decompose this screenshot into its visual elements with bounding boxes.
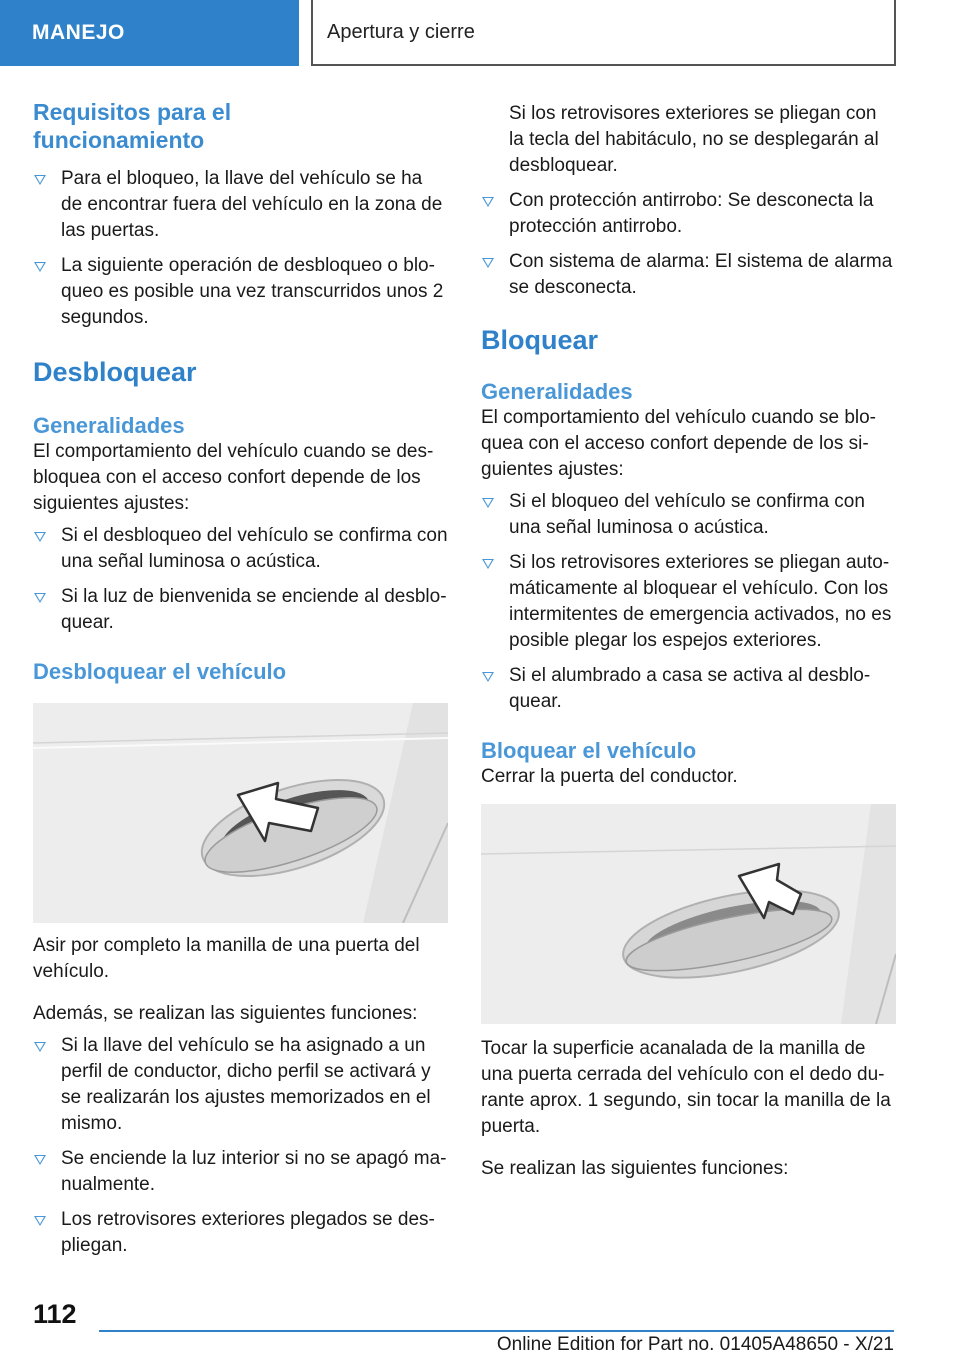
triangle-bullet-icon — [34, 1216, 46, 1226]
funciones-intro: Además, se realizan las siguientes funciones: — [33, 1003, 418, 1024]
door-handle-unlock-figure — [33, 703, 448, 923]
door-handle-lock-figure — [481, 804, 896, 1024]
list-item: Los retrovisores exteriores plegados se des‐pliegan. — [33, 1207, 448, 1259]
list-item: Si el desbloqueo del vehículo se confirma con una señal luminosa o acústica. — [33, 523, 448, 575]
heading-desbloquear-vehiculo: Desbloquear el vehículo — [33, 659, 287, 684]
heading-bloquear-vehiculo: Bloquear el vehículo — [481, 738, 697, 763]
footer-divider — [99, 1330, 894, 1332]
list-item: Con protección antirrobo: Se desconecta la protección antirrobo. — [481, 188, 896, 240]
list-item: Si la luz de bienvenida se enciende al desblo‐quear. — [33, 584, 448, 636]
cerrar-text: Cerrar la puerta del conductor. — [481, 766, 738, 787]
funciones-list — [33, 1033, 448, 1259]
list-item: La siguiente operación de desbloqueo o blo‐queo es posible una vez transcurridos unos 2 segundos. — [33, 253, 448, 331]
requisitos-list — [33, 166, 448, 331]
triangle-bullet-icon — [34, 175, 46, 185]
door-handle-lock-illustration — [481, 804, 896, 1024]
list-item: Si el alumbrado a casa se activa al desblo‐quear. — [481, 663, 896, 715]
heading-generalidades-bloquear: Generalidades — [481, 379, 633, 404]
triangle-bullet-icon — [34, 262, 46, 272]
triangle-bullet-icon — [482, 197, 494, 207]
continued-text: Si los retrovisores exteriores se pliegan con la tecla del habitáculo, no se desplegarán al desbloquear. — [509, 103, 879, 176]
chapter-tab — [311, 0, 896, 66]
triangle-bullet-icon — [34, 1042, 46, 1052]
lock-instruction: Tocar la superficie acanalada de la manilla de una puerta cerrada del vehículo con el dedo du‐rante aprox. 1 segundo, sin tocar la manilla de la puerta. — [481, 1038, 891, 1137]
door-handle-illustration — [33, 703, 448, 923]
heading-requisitos: Requisitos para el funcionamiento — [33, 99, 232, 153]
list-item: Si el bloqueo del vehículo se confirma con una señal luminosa o acústica. — [481, 489, 896, 541]
triangle-bullet-icon — [482, 672, 494, 682]
list-item: Para el bloqueo, la llave del vehículo se ha de encontrar fuera del vehículo en la zona de las puertas. — [33, 166, 448, 244]
status-list — [481, 188, 896, 301]
heading-generalidades: Generalidades — [33, 413, 185, 438]
section-title: MANEJO — [32, 21, 125, 44]
list-item: Se enciende la luz interior si no se apagó ma‐nualmente. — [33, 1146, 448, 1198]
section-tab — [0, 0, 299, 66]
triangle-bullet-icon — [34, 1155, 46, 1165]
left-column — [33, 98, 448, 1268]
footer-edition: Online Edition for Part no. 01405A48650 - X/21 — [496, 1334, 894, 1355]
heading-bloquear: Bloquear — [481, 325, 599, 355]
generalidades-text: El comportamiento del vehículo cuando se des‐bloquea con el acceso confort depende de los siguientes ajustes: — [33, 441, 434, 514]
right-column — [481, 101, 896, 1182]
list-item: Con sistema de alarma: El sistema de alarma se desconecta. — [481, 249, 896, 301]
list-item: Si la llave del vehículo se ha asignado a un perfil de conductor, dicho perfil se activará y se realizarán los ajustes memorizados en el mismo. — [33, 1033, 448, 1137]
triangle-bullet-icon — [482, 559, 494, 569]
triangle-bullet-icon — [482, 258, 494, 268]
triangle-bullet-icon — [482, 498, 494, 508]
bloquear-generalidades-text: El comportamiento del vehículo cuando se blo‐quea con el acceso confort depende de los si‐guientes ajustes: — [481, 407, 877, 480]
bloquear-generalidades-list — [481, 489, 896, 715]
heading-desbloquear: Desbloquear — [33, 357, 197, 387]
triangle-bullet-icon — [34, 532, 46, 542]
chapter-title: Apertura y cierre — [327, 20, 475, 43]
funciones-intro-bloquear: Se realizan las siguientes funciones: — [481, 1158, 789, 1179]
list-item: Si los retrovisores exteriores se pliegan auto‐máticamente al bloquear el vehículo. Con los intermitentes de emergencia activados, no es posible plegar los espejos exteriores. — [481, 550, 896, 654]
generalidades-list — [33, 523, 448, 636]
unlock-instruction: Asir por completo la manilla de una puerta del vehículo. — [33, 935, 420, 982]
page-number: 112 — [33, 1299, 77, 1329]
triangle-bullet-icon — [34, 593, 46, 603]
